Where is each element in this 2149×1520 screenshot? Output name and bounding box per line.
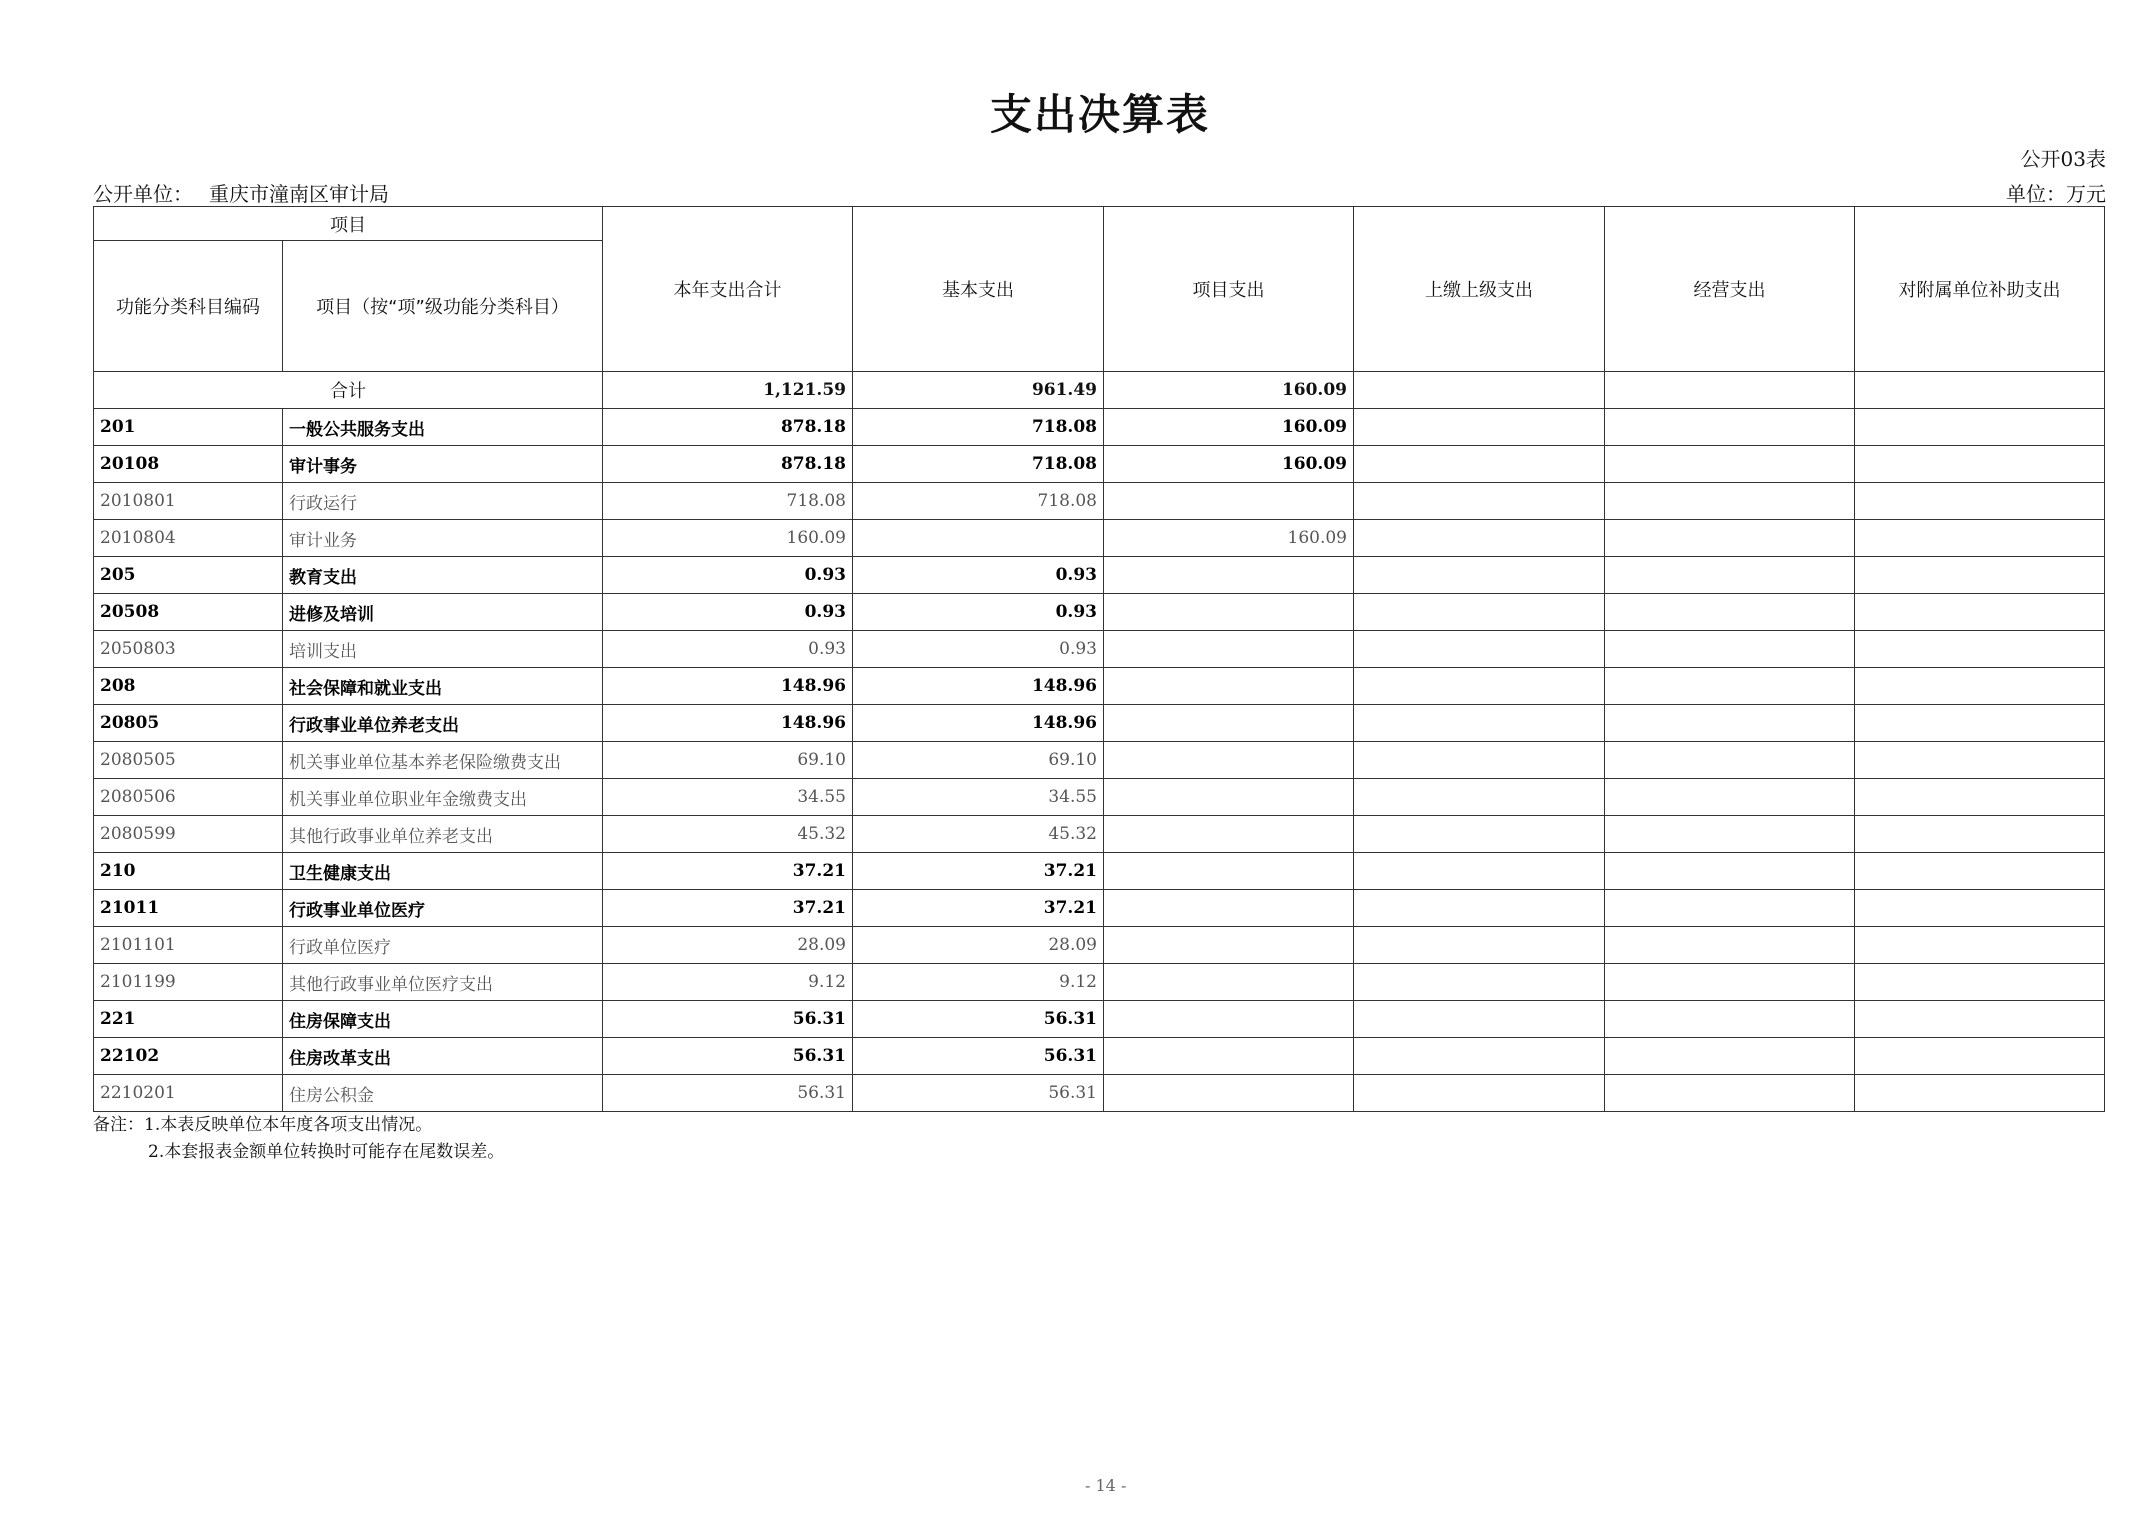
row-value xyxy=(1354,705,1605,742)
row-code: 205 xyxy=(94,557,283,594)
table-row xyxy=(94,927,2105,964)
row-value: 56.31 xyxy=(603,1038,853,1075)
row-value: 0.93 xyxy=(853,594,1104,631)
row-value xyxy=(1354,1001,1605,1038)
row-value: 718.08 xyxy=(853,446,1104,483)
header-operating-expenditure: 经营支出 xyxy=(1605,207,1855,372)
row-value xyxy=(1104,631,1354,668)
reporting-unit-name: 重庆市潼南区审计局 xyxy=(209,182,389,206)
row-name: 进修及培训 xyxy=(283,594,603,631)
row-value xyxy=(1855,1001,2105,1038)
row-value xyxy=(1104,1075,1354,1112)
row-code: 2080505 xyxy=(94,742,283,779)
row-code: 2050803 xyxy=(94,631,283,668)
table-row xyxy=(94,483,2105,520)
table-body xyxy=(94,372,2105,1112)
row-value xyxy=(1605,1038,1855,1075)
row-value xyxy=(1104,779,1354,816)
row-value xyxy=(1354,964,1605,1001)
table-row xyxy=(94,668,2105,705)
row-value xyxy=(1605,446,1855,483)
row-name: 审计事务 xyxy=(283,446,603,483)
row-value xyxy=(1855,927,2105,964)
row-value: 878.18 xyxy=(603,446,853,483)
row-value xyxy=(1855,594,2105,631)
row-value xyxy=(1855,1038,2105,1075)
row-value: 37.21 xyxy=(603,890,853,927)
row-name: 行政事业单位养老支出 xyxy=(283,705,603,742)
row-value xyxy=(1855,446,2105,483)
row-value: 0.93 xyxy=(603,631,853,668)
row-name: 卫生健康支出 xyxy=(283,853,603,890)
row-name: 住房公积金 xyxy=(283,1075,603,1112)
row-value: 9.12 xyxy=(603,964,853,1001)
row-value xyxy=(1354,446,1605,483)
header-remit-superior: 上缴上级支出 xyxy=(1354,207,1605,372)
total-value xyxy=(1855,372,2105,409)
page-title: 支出决算表 xyxy=(989,90,1210,139)
row-value xyxy=(1855,631,2105,668)
row-value xyxy=(1605,1075,1855,1112)
row-value: 160.09 xyxy=(1104,409,1354,446)
total-value: 160.09 xyxy=(1104,372,1354,409)
row-value: 69.10 xyxy=(603,742,853,779)
row-value xyxy=(1354,557,1605,594)
row-value xyxy=(1605,964,1855,1001)
header-total-expenditure: 本年支出合计 xyxy=(603,207,853,372)
row-value: 160.09 xyxy=(1104,520,1354,557)
row-value xyxy=(1605,409,1855,446)
form-number: 公开03表 xyxy=(2020,147,2106,171)
row-value xyxy=(1354,594,1605,631)
row-value xyxy=(1354,816,1605,853)
reporting-unit-label: 公开单位： xyxy=(93,182,193,206)
row-value xyxy=(1605,927,1855,964)
page-number: - 14 - xyxy=(1085,1476,1127,1495)
row-value: 718.08 xyxy=(853,483,1104,520)
row-name: 培训支出 xyxy=(283,631,603,668)
row-value: 28.09 xyxy=(853,927,1104,964)
row-value xyxy=(1855,520,2105,557)
row-value: 160.09 xyxy=(603,520,853,557)
row-value xyxy=(1104,927,1354,964)
table-row xyxy=(94,520,2105,557)
row-value xyxy=(1605,520,1855,557)
header-code: 功能分类科目编码 xyxy=(94,241,283,372)
row-value xyxy=(1354,631,1605,668)
row-value xyxy=(1855,668,2105,705)
row-value xyxy=(1104,816,1354,853)
row-value xyxy=(1354,927,1605,964)
row-name: 其他行政事业单位养老支出 xyxy=(283,816,603,853)
row-value: 37.21 xyxy=(603,853,853,890)
header-name: 项目（按“项”级功能分类科目） xyxy=(283,241,603,372)
total-row xyxy=(94,372,2105,409)
row-value xyxy=(1855,1075,2105,1112)
table-row xyxy=(94,631,2105,668)
row-value xyxy=(1605,557,1855,594)
row-value xyxy=(1104,853,1354,890)
table-row xyxy=(94,742,2105,779)
row-value: 148.96 xyxy=(603,705,853,742)
row-code: 208 xyxy=(94,668,283,705)
table-row xyxy=(94,1038,2105,1075)
row-value xyxy=(1605,816,1855,853)
row-code: 221 xyxy=(94,1001,283,1038)
row-value xyxy=(1104,557,1354,594)
row-value xyxy=(1104,1001,1354,1038)
row-value: 56.31 xyxy=(853,1075,1104,1112)
row-value xyxy=(1605,631,1855,668)
row-name: 教育支出 xyxy=(283,557,603,594)
note-2: 2.本套报表金额单位转换时可能存在尾数误差。 xyxy=(148,1142,505,1162)
row-name: 一般公共服务支出 xyxy=(283,409,603,446)
row-name: 住房改革支出 xyxy=(283,1038,603,1075)
row-value: 878.18 xyxy=(603,409,853,446)
row-name: 行政运行 xyxy=(283,483,603,520)
row-value xyxy=(1104,483,1354,520)
table-row xyxy=(94,964,2105,1001)
row-value: 37.21 xyxy=(853,890,1104,927)
row-value xyxy=(1354,1038,1605,1075)
row-value xyxy=(1104,594,1354,631)
row-value: 56.31 xyxy=(603,1075,853,1112)
row-value xyxy=(1104,890,1354,927)
row-value: 34.55 xyxy=(603,779,853,816)
reporting-unit xyxy=(93,178,405,207)
row-value xyxy=(1855,705,2105,742)
row-value xyxy=(1855,742,2105,779)
row-value xyxy=(1354,668,1605,705)
total-value xyxy=(1354,372,1605,409)
table-row xyxy=(94,705,2105,742)
row-value xyxy=(1605,668,1855,705)
row-value: 148.96 xyxy=(853,705,1104,742)
row-value xyxy=(1354,853,1605,890)
row-value xyxy=(1354,520,1605,557)
table-row xyxy=(94,853,2105,890)
row-value: 0.93 xyxy=(603,557,853,594)
row-value: 45.32 xyxy=(853,816,1104,853)
row-code: 2101199 xyxy=(94,964,283,1001)
row-value: 69.10 xyxy=(853,742,1104,779)
row-value xyxy=(1605,890,1855,927)
row-value: 9.12 xyxy=(853,964,1104,1001)
row-name: 机关事业单位职业年金缴费支出 xyxy=(283,779,603,816)
row-name: 审计业务 xyxy=(283,520,603,557)
total-label: 合计 xyxy=(94,372,603,409)
row-value xyxy=(1855,557,2105,594)
row-code: 2210201 xyxy=(94,1075,283,1112)
notes xyxy=(93,1112,504,1166)
row-value xyxy=(1354,890,1605,927)
row-code: 2080599 xyxy=(94,816,283,853)
row-value xyxy=(1354,1075,1605,1112)
row-value xyxy=(1104,742,1354,779)
table-row xyxy=(94,816,2105,853)
row-value: 718.08 xyxy=(853,409,1104,446)
row-name: 机关事业单位基本养老保险缴费支出 xyxy=(283,742,603,779)
row-value xyxy=(1605,594,1855,631)
row-value xyxy=(1605,705,1855,742)
row-value: 45.32 xyxy=(603,816,853,853)
row-value xyxy=(1354,779,1605,816)
row-code: 20108 xyxy=(94,446,283,483)
row-code: 2080506 xyxy=(94,779,283,816)
row-value: 148.96 xyxy=(853,668,1104,705)
row-value: 0.93 xyxy=(603,594,853,631)
row-value xyxy=(1605,483,1855,520)
row-value xyxy=(1855,964,2105,1001)
row-value xyxy=(1855,816,2105,853)
table-row xyxy=(94,446,2105,483)
money-unit: 单位：万元 xyxy=(2006,182,2106,206)
row-code: 21011 xyxy=(94,890,283,927)
row-value xyxy=(853,520,1104,557)
header-project: 项目 xyxy=(94,207,603,241)
row-value xyxy=(1104,964,1354,1001)
total-value: 961.49 xyxy=(853,372,1104,409)
row-value: 56.31 xyxy=(603,1001,853,1038)
table-row xyxy=(94,409,2105,446)
row-value xyxy=(1605,853,1855,890)
row-code: 2101101 xyxy=(94,927,283,964)
row-name: 住房保障支出 xyxy=(283,1001,603,1038)
row-code: 22102 xyxy=(94,1038,283,1075)
table-row xyxy=(94,1075,2105,1112)
note-1: 备注：1.本表反映单位本年度各项支出情况。 xyxy=(93,1115,433,1135)
row-value xyxy=(1605,779,1855,816)
row-code: 20508 xyxy=(94,594,283,631)
row-value xyxy=(1855,409,2105,446)
row-value: 160.09 xyxy=(1104,446,1354,483)
row-code: 210 xyxy=(94,853,283,890)
total-value: 1,121.59 xyxy=(603,372,853,409)
row-value: 0.93 xyxy=(853,631,1104,668)
table-row xyxy=(94,1001,2105,1038)
row-value xyxy=(1855,853,2105,890)
expenditure-table xyxy=(93,206,2105,1112)
row-value: 56.31 xyxy=(853,1001,1104,1038)
row-value: 148.96 xyxy=(603,668,853,705)
header-subsidiary-subsidy: 对附属单位补助支出 xyxy=(1855,207,2105,372)
row-value xyxy=(1354,409,1605,446)
row-code: 201 xyxy=(94,409,283,446)
row-value xyxy=(1855,483,2105,520)
row-code: 2010801 xyxy=(94,483,283,520)
row-value xyxy=(1104,668,1354,705)
row-value: 28.09 xyxy=(603,927,853,964)
row-value xyxy=(1855,890,2105,927)
row-code: 20805 xyxy=(94,705,283,742)
total-value xyxy=(1605,372,1855,409)
row-value xyxy=(1605,742,1855,779)
row-value: 37.21 xyxy=(853,853,1104,890)
table-row xyxy=(94,557,2105,594)
row-value xyxy=(1354,742,1605,779)
row-value: 56.31 xyxy=(853,1038,1104,1075)
row-name: 行政事业单位医疗 xyxy=(283,890,603,927)
row-value xyxy=(1855,779,2105,816)
row-value xyxy=(1354,483,1605,520)
row-name: 行政单位医疗 xyxy=(283,927,603,964)
row-name: 社会保障和就业支出 xyxy=(283,668,603,705)
table-row xyxy=(94,594,2105,631)
row-value xyxy=(1104,1038,1354,1075)
row-value: 718.08 xyxy=(603,483,853,520)
row-value xyxy=(1605,1001,1855,1038)
header-basic-expenditure: 基本支出 xyxy=(853,207,1104,372)
row-value: 0.93 xyxy=(853,557,1104,594)
row-code: 2010804 xyxy=(94,520,283,557)
row-value xyxy=(1104,705,1354,742)
row-value: 34.55 xyxy=(853,779,1104,816)
table-row xyxy=(94,779,2105,816)
row-name: 其他行政事业单位医疗支出 xyxy=(283,964,603,1001)
table-row xyxy=(94,890,2105,927)
header-project-expenditure: 项目支出 xyxy=(1104,207,1354,372)
